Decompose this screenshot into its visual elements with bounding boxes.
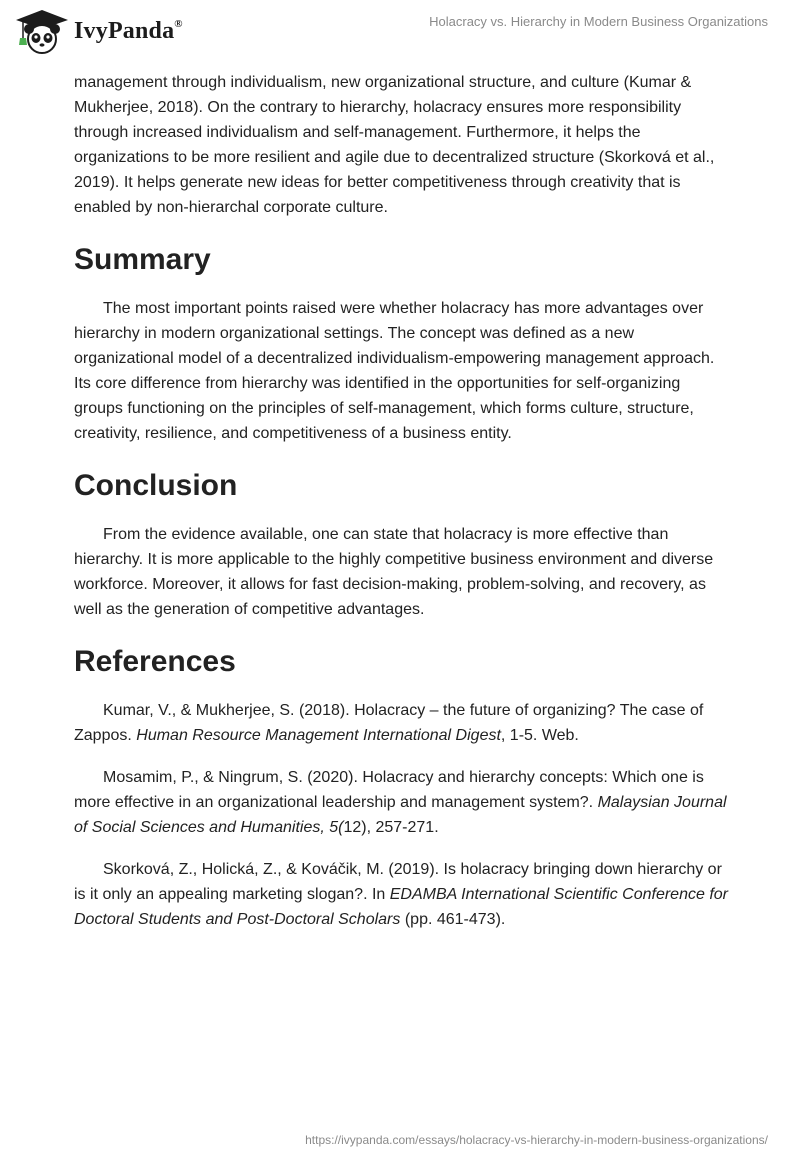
reference-entry: Kumar, V., & Mukherjee, S. (2018). Holacracy – the future of organizing? The case of Zappos. Human Resource Management International Digest, 1-5. Web. [74, 702, 704, 744]
references-heading: References [74, 645, 236, 678]
essay-content [74, 70, 730, 949]
reference-entry: Mosamim, P., & Ningrum, S. (2020). Holacracy and hierarchy concepts: Which one is more effective in an organizational leadership and management system?. Malaysian Journal of Social Sciences and Humanities, 5(12), 257-271. [74, 769, 727, 836]
panda-graduate-icon [14, 8, 70, 54]
ivypanda-logo[interactable] [14, 8, 183, 54]
summary-paragraph: The most important points raised were whether holacracy has more advantages over hierarchy in modern organizational settings. The concept was defined as a new organizational model of a decentralized individualism-empowering management approach. Its core difference from hierarchy was identified in the opportunities for self-organizing groups functioning on the principles of self-management, which forms culture, structure, creativity, resilience, and competitiveness of a business entity. [74, 300, 715, 442]
source-url-link[interactable]: https://ivypanda.com/essays/holacracy-vs-hierarchy-in-modern-business-organizations/ [305, 1133, 768, 1147]
conclusion-paragraph: From the evidence available, one can state that holacracy is more effective than hierarchy. It is more applicable to the highly competitive business environment and diverse workforce. Moreover, it allows for fast decision-making, problem-solving, and recovery, as well as the generation of competitive advantages. [74, 526, 714, 618]
logo-wordmark: IvyPanda® [74, 17, 183, 44]
summary-heading: Summary [74, 243, 211, 276]
page-header [0, 0, 800, 64]
running-title: Holacracy vs. Hierarchy in Modern Business Organizations [429, 14, 768, 29]
reference-entry: Skorková, Z., Holická, Z., & Kováčik, M. (2019). Is holacracy bringing down hierarchy or is it only an appealing marketing slogan?. In EDAMBA International Scientific Conference for Doctoral Students and Post-Doctoral Scholars (pp. 461-473). [74, 861, 728, 928]
conclusion-heading: Conclusion [74, 469, 238, 502]
intro-paragraph: management through individualism, new organizational structure, and culture (Kumar & Mukherjee, 2018). On the contrary to hierarchy, holacracy ensures more responsibility through increased individualism and self-management. Furthermore, it helps the organizations to be more resilient and agile due to decentralized structure (Skorková et al., 2019). It helps generate new ideas for better competitiveness through creativity that is enabled by non-hierarchal corporate culture. [74, 74, 715, 216]
